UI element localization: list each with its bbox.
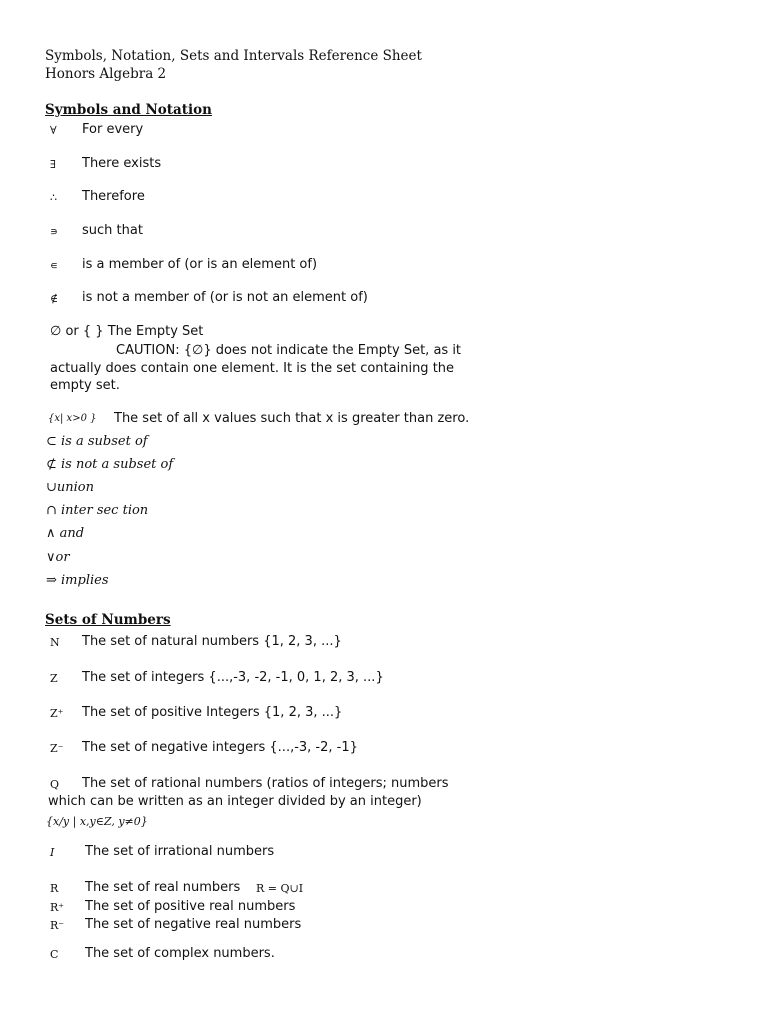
complex-text: The set of complex numbers.	[85, 946, 275, 961]
negative-reals-text: The set of negative real numbers	[85, 917, 302, 932]
operator-and: ∧ and	[46, 526, 85, 541]
empty-set-caution-line1: CAUTION: {∅} does not indicate the Empty Set, as it	[116, 343, 462, 358]
symbol-exists: ∃	[50, 158, 56, 171]
positive-integers-text: The set of positive Integers {1, 2, 3, ...}	[82, 705, 343, 720]
symbol-therefore-text: Therefore	[82, 189, 145, 204]
symbol-therefore: ∴	[50, 191, 57, 204]
natural-numbers-text: The set of natural numbers {1, 2, 3, ...}	[82, 634, 342, 649]
set-builder-text: The set of all x values such that x is greater than zero.	[114, 411, 470, 426]
empty-set-caution-line2: actually does contain one element. It is the set containing the	[50, 361, 455, 376]
rational-line2: which can be written as an integer divided by an integer)	[48, 794, 422, 809]
symbol-not-member-text: is not a member of (or is not an element of)	[82, 290, 368, 305]
symbol-exists-text: There exists	[82, 156, 162, 171]
rational-formula: {x/y | x,y∈Z, y≠0}	[46, 815, 148, 828]
negative-integers-text: The set of negative integers {...,-3, -2, -1}	[82, 740, 358, 755]
symbol-negative-integers: Z⁻	[50, 742, 64, 755]
symbol-irrational: I	[50, 846, 55, 859]
symbol-integers: Z	[50, 672, 58, 685]
operator-or: ∨or	[46, 550, 70, 565]
symbol-such-that: ∍	[50, 225, 58, 238]
symbol-such-that-text: such that	[82, 223, 143, 238]
positive-reals-text: The set of positive real numbers	[85, 899, 296, 914]
symbols-heading: Symbols and Notation	[45, 102, 212, 118]
symbol-reals: R	[50, 882, 59, 895]
symbol-positive-reals: R⁺	[50, 901, 65, 914]
reals-formula: R = Q∪I	[256, 882, 304, 895]
symbol-rational: Q	[50, 778, 60, 791]
numbers-heading: Sets of Numbers	[45, 612, 171, 628]
symbol-negative-reals: R⁻	[50, 919, 65, 932]
symbol-member: ∊	[50, 259, 58, 272]
document-subtitle: Honors Algebra 2	[45, 66, 167, 82]
integers-text: The set of integers {...,-3, -2, -1, 0, 1, 2, 3, ...}	[82, 670, 384, 685]
reals-text: The set of real numbers	[85, 880, 241, 895]
symbol-for-all: ∀	[50, 124, 57, 137]
symbol-for-all-text: For every	[82, 122, 144, 137]
operator-implies: ⇒ implies	[46, 573, 109, 588]
operator-union: ∪union	[46, 480, 94, 495]
operator-subset: ⊂ is a subset of	[46, 434, 148, 449]
set-builder-symbol: {x| x>0 }	[48, 413, 97, 424]
rational-line1: The set of rational numbers (ratios of integers; numbers	[82, 776, 449, 791]
symbol-complex: C	[50, 948, 59, 961]
symbol-not-member: ∉	[50, 292, 59, 305]
symbol-natural: N	[50, 636, 60, 649]
document-title: Symbols, Notation, Sets and Intervals Reference Sheet	[45, 48, 422, 64]
symbol-member-text: is a member of (or is an element of)	[82, 257, 318, 272]
symbol-positive-integers: Z⁺	[50, 707, 64, 720]
empty-set-label: ∅ or { } The Empty Set	[50, 324, 204, 339]
operator-intersection: ∩ inter sec tion	[46, 503, 149, 518]
operator-not-subset: ⊄ is not a subset of	[46, 457, 174, 472]
irrational-text: The set of irrational numbers	[85, 844, 275, 859]
empty-set-caution-line3: empty set.	[50, 378, 120, 393]
